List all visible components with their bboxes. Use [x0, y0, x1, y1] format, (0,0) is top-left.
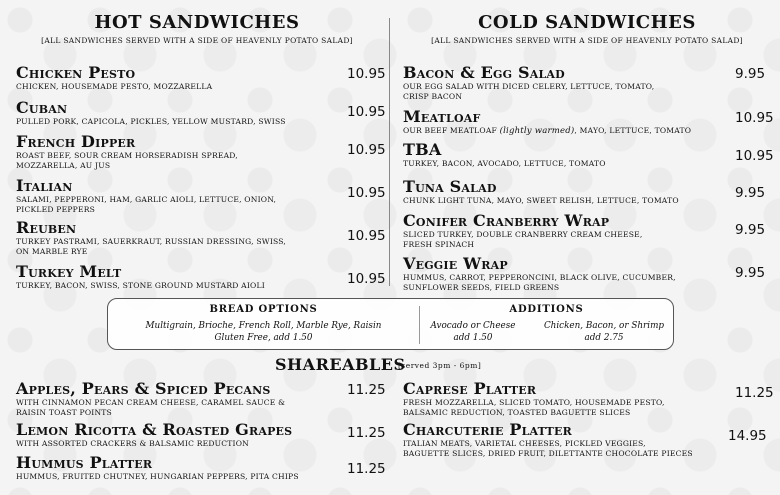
item-description: OUR EGG SALAD WITH DICED CELERY, LETTUCE, TOMATO, [403, 82, 655, 91]
item-description: HUMMUS, FRUITED CHUTNEY, HUNGARIAN PEPPERS, PITA CHIPS [16, 472, 299, 481]
item-description: CRISP BACON [403, 91, 463, 101]
item-description: TURKEY PASTRAMI, SAUERKRAUT, RUSSIAN DRESSING, SWISS, [16, 237, 287, 246]
item-price: 10.95 [347, 66, 386, 82]
item-name: Meatloaf [403, 107, 481, 126]
item-description: BALSAMIC REDUCTION, TOASTED BAGUETTE SLICES [403, 407, 631, 417]
item-description: PICKLED PEPPERS [16, 204, 96, 214]
bread-options-list: Multigrain, Brioche, French Roll, Marble Rye, Raisin [145, 321, 382, 331]
menu-item-tba [403, 141, 606, 169]
item-description: ITALIAN MEATS, VARIETAL CHEESES, PICKLED VEGGIES, [403, 439, 646, 448]
menu-item-charcuterie-platter [403, 421, 693, 458]
item-description: WITH ASSORTED CRACKERS & BALSAMIC REDUCTION [16, 439, 250, 448]
item-name: Hummus Platter [16, 453, 153, 472]
item-price: 10.95 [347, 142, 386, 158]
item-description: FRESH SPINACH [403, 239, 475, 249]
hot-sandwiches-subtitle: [ALL SANDWICHES SERVED WITH A SIDE OF HEAVENLY POTATO SALAD] [41, 36, 353, 45]
addition-protein: Chicken, Bacon, or Shrimp [543, 321, 665, 331]
item-description: ROAST BEEF, SOUR CREAM HORSERADISH SPREAD, [16, 151, 238, 160]
menu-item-chicken-pesto [16, 64, 212, 92]
addition-protein-price: add 2.75 [584, 333, 624, 343]
menu-item-turkey-melt [16, 263, 265, 291]
item-price: 9.95 [735, 222, 766, 238]
item-description: TURKEY, BACON, AVOCADO, LETTUCE, TOMATO [403, 159, 606, 168]
item-name: Apples, Pears & Spiced Pecans [16, 379, 271, 398]
addition-avocado-cheese-price: add 1.50 [453, 333, 493, 343]
menu-item-hummus-platter [16, 454, 299, 482]
item-description: CHICKEN, HOUSEMADE PESTO, MOZZARELLA [16, 82, 213, 91]
item-price: 9.95 [735, 185, 766, 201]
item-name: Cuban [16, 98, 68, 117]
item-name: Caprese Platter [403, 379, 537, 398]
item-price: 11.25 [347, 425, 386, 441]
menu-item-reuben [16, 219, 286, 256]
menu-item-caprese-platter [403, 380, 665, 417]
item-description: RAISIN TOAST POINTS [16, 407, 112, 417]
bread-options-box [107, 298, 674, 350]
additions-title: ADDITIONS [509, 304, 584, 315]
item-price: 10.95 [735, 148, 774, 164]
item-name: Veggie Wrap [403, 254, 508, 273]
item-description: CHUNK LIGHT TUNA, MAYO, SWEET RELISH, LETTUCE, TOMATO [403, 196, 679, 205]
item-price: 9.95 [735, 66, 766, 82]
item-price: 10.95 [735, 110, 774, 126]
item-price: 10.95 [347, 185, 386, 201]
addition-avocado-cheese: Avocado or Cheese [430, 321, 516, 331]
item-price: 11.25 [347, 461, 386, 477]
item-description: ON MARBLE RYE [16, 246, 88, 256]
menu-item-italian [16, 177, 276, 214]
desc-emphasis: (lightly warmed) [499, 126, 575, 136]
item-name: Conifer Cranberry Wrap [403, 211, 610, 230]
item-description: PULLED PORK, CAPICOLA, PICKLES, YELLOW MUSTARD, SWISS [16, 117, 286, 126]
item-price: 14.95 [728, 428, 767, 444]
item-description [403, 126, 691, 137]
menu-item-bacon-egg-salad [403, 64, 654, 101]
desc-part: , MAYO, LETTUCE, TOMATO [574, 126, 692, 135]
item-name: Charcuterie Platter [403, 420, 572, 439]
item-price: 11.25 [735, 385, 774, 401]
menu-item-veggie-wrap [403, 255, 676, 292]
item-description: SUNFLOWER SEEDS, FIELD GREENS [403, 282, 560, 292]
column-divider [389, 18, 390, 286]
item-description: TURKEY, BACON, SWISS, STONE GROUND MUSTARD AIOLI [16, 281, 265, 290]
item-name: French Dipper [16, 132, 136, 151]
item-price: 10.95 [347, 104, 386, 120]
menu-item-cuban [16, 99, 286, 127]
item-description: SALAMI, PEPPERONI, HAM, GARLIC AIOLI, LETTUCE, ONION, [16, 195, 277, 204]
menu-item-lemon-ricotta [16, 421, 292, 449]
hot-sandwiches-title: HOT SANDWICHES [94, 12, 300, 33]
menu-item-meatloaf [403, 108, 691, 137]
item-name: Italian [16, 176, 73, 195]
shareables-subtitle: [served 3pm - 6pm] [398, 361, 482, 370]
item-description: MOZZARELLA, AU JUS [16, 160, 111, 170]
item-price: 9.95 [735, 265, 766, 281]
cold-sandwiches-title: COLD SANDWICHES [478, 12, 696, 33]
item-description: FRESH MOZZARELLA, SLICED TOMATO, HOUSEMADE PESTO, [403, 398, 665, 407]
desc-part: OUR BEEF MEATLOAF [403, 126, 497, 135]
menu-item-tuna-salad [403, 178, 679, 206]
bread-options-gluten-free: Gluten Free, add 1.50 [214, 333, 313, 343]
item-name: Reuben [16, 218, 77, 237]
item-name: Chicken Pesto [16, 63, 136, 82]
menu-item-apples-pears-pecans [16, 380, 285, 417]
item-price: 11.25 [347, 382, 386, 398]
shareables-title: SHAREABLES [275, 355, 406, 374]
bread-options-title: BREAD OPTIONS [209, 304, 318, 315]
item-description: BAGUETTE SLICES, DRIED FRUIT, DILETTANTE CHOCOLATE PIECES [403, 448, 693, 458]
item-description: WITH CINNAMON PECAN CREAM CHEESE, CARAMEL SAUCE & [16, 398, 286, 407]
menu-item-french-dipper [16, 133, 238, 170]
item-name: Bacon & Egg Salad [403, 63, 565, 82]
item-name: TBA [403, 140, 442, 159]
cold-sandwiches-subtitle: [ALL SANDWICHES SERVED WITH A SIDE OF HEAVENLY POTATO SALAD] [431, 36, 743, 45]
item-name: Lemon Ricotta & Roasted Grapes [16, 420, 293, 439]
item-description: SLICED TURKEY, DOUBLE CRANBERRY CREAM CHEESE, [403, 230, 643, 239]
item-name: Turkey Melt [16, 262, 122, 281]
item-price: 10.95 [347, 228, 386, 244]
menu-item-conifer-cranberry-wrap [403, 212, 643, 249]
item-description: HUMMUS, CARROT, PEPPERONCINI, BLACK OLIVE, CUCUMBER, [403, 273, 676, 282]
item-name: Tuna Salad [403, 177, 497, 196]
item-price: 10.95 [347, 271, 386, 287]
